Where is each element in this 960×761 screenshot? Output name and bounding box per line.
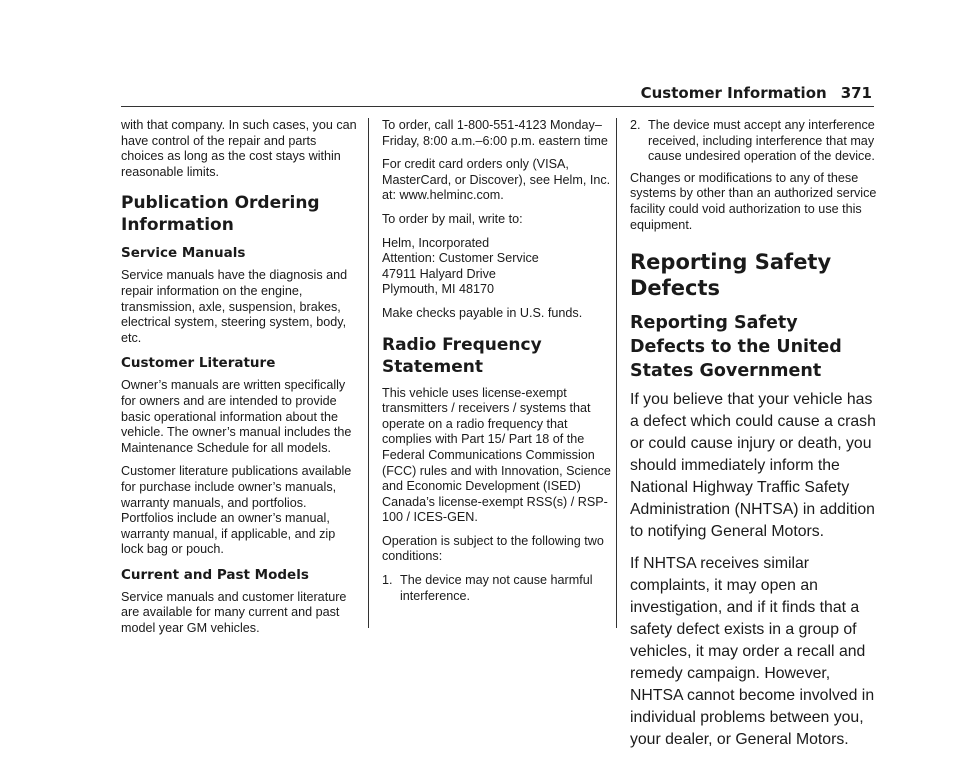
radio-p1: This vehicle uses license-exempt transmitters / receivers / systems that operate on a radio frequency that complies with Part 15/ Part 18 of the Federal Communications Commission (FCC) rules and with Innovation, Science and Economic Development (ISED) Canada’s license-exempt RSS(s) / RSP-100 / ICES-GEN.: [382, 385, 611, 525]
credit-card-orders: For credit card orders only (VISA, MasterCard, or Discover), see Helm, Inc. at: www.helminc.com.: [382, 157, 611, 203]
list-text: The device may not cause harmful interference.: [400, 573, 593, 603]
customer-literature-p2: Customer literature publications available for purchase include owner’s manuals, warranty manuals, and portfolios. Portfolios include an owner’s manual, warranty manual, if applicable, and zip lock bag or pouch.: [121, 464, 352, 557]
radio-heading: Radio Frequency Statement: [382, 334, 542, 377]
service-manuals-text: Service manuals have the diagnosis and repair information on the engine, transmission, axle, suspension, brakes, electrical system, steering system, body, etc.: [121, 268, 348, 345]
mailing-address: [382, 236, 618, 298]
changes-note: Changes or modifications to any of these systems by other than an authorized service facility could void authorization to use this equipment.: [630, 170, 877, 232]
page-number: 371: [840, 84, 872, 102]
us-government-heading: Reporting Safety Defects to the United States Government: [630, 313, 842, 382]
reporting-p2: If NHTSA receives similar complaints, it may open an investigation, and if it finds that a safety defect exists in a group of vehicles, it may order a recall and remedy campaign. However, NHTSA cannot become involved in individual problems between you, your dealer, or General Motors.: [630, 555, 875, 749]
past-models-text: Service manuals and customer literature are available for many current and past model year GM vehicles.: [121, 589, 347, 636]
column-divider-2: [616, 118, 617, 628]
reporting-body: [630, 389, 878, 751]
list-number: 1.: [382, 573, 393, 588]
list-text: The device must accept any interference received, including interference that may cause undesired operation of the device.: [648, 118, 875, 164]
conditions-list-continued: [630, 118, 878, 165]
address-line: Attention: Customer Service: [382, 251, 539, 266]
intro-paragraph: with that company. In such cases, you can have control of the repair and parts choices as long as the cost stays within reasonable limits.: [121, 118, 357, 179]
column-divider-1: [368, 118, 369, 628]
reporting-p1: If you believe that your vehicle has a defect which could cause a crash or could cause injury or death, you should immediately inform the National Highway Traffic Safety Administration (NHTSA) in addition to notifying General Motors.: [630, 391, 876, 541]
column-right: [630, 118, 878, 761]
checks-note: Make checks payable in U.S. funds.: [382, 305, 583, 320]
header-rule: [121, 106, 874, 107]
column-middle: [382, 118, 618, 610]
customer-literature-p1: Owner’s manuals are written specifically for owners and are intended to provide basic operational information about the vehicle. The owner’s manual includes the Maintenance Schedule for all models.: [121, 378, 352, 455]
service-manuals-heading: Service Manuals: [121, 245, 246, 262]
reporting-heading: Reporting Safety Defects: [630, 250, 832, 301]
header-title: Customer Information: [640, 84, 827, 102]
page-header: [641, 84, 872, 104]
past-models-heading: Current and Past Models: [121, 566, 309, 583]
list-number: 2.: [630, 118, 641, 132]
address-line: 47911 Halyard Drive: [382, 266, 496, 281]
list-item: [630, 118, 878, 165]
address-line: Helm, Incorporated: [382, 235, 490, 250]
list-item: [382, 573, 618, 604]
radio-p2: Operation is subject to the following two conditions:: [382, 533, 604, 564]
publication-heading: Publication Ordering Information: [121, 193, 320, 236]
address-line: Plymouth, MI 48170: [382, 282, 495, 297]
column-left: [121, 118, 357, 645]
order-phone: To order, call 1-800-551-4123 Monday–Friday, 8:00 a.m.–6:00 p.m. eastern time: [382, 118, 608, 148]
conditions-list: [382, 573, 618, 604]
customer-literature-heading: Customer Literature: [121, 355, 276, 372]
mail-order: To order by mail, write to:: [382, 211, 523, 226]
